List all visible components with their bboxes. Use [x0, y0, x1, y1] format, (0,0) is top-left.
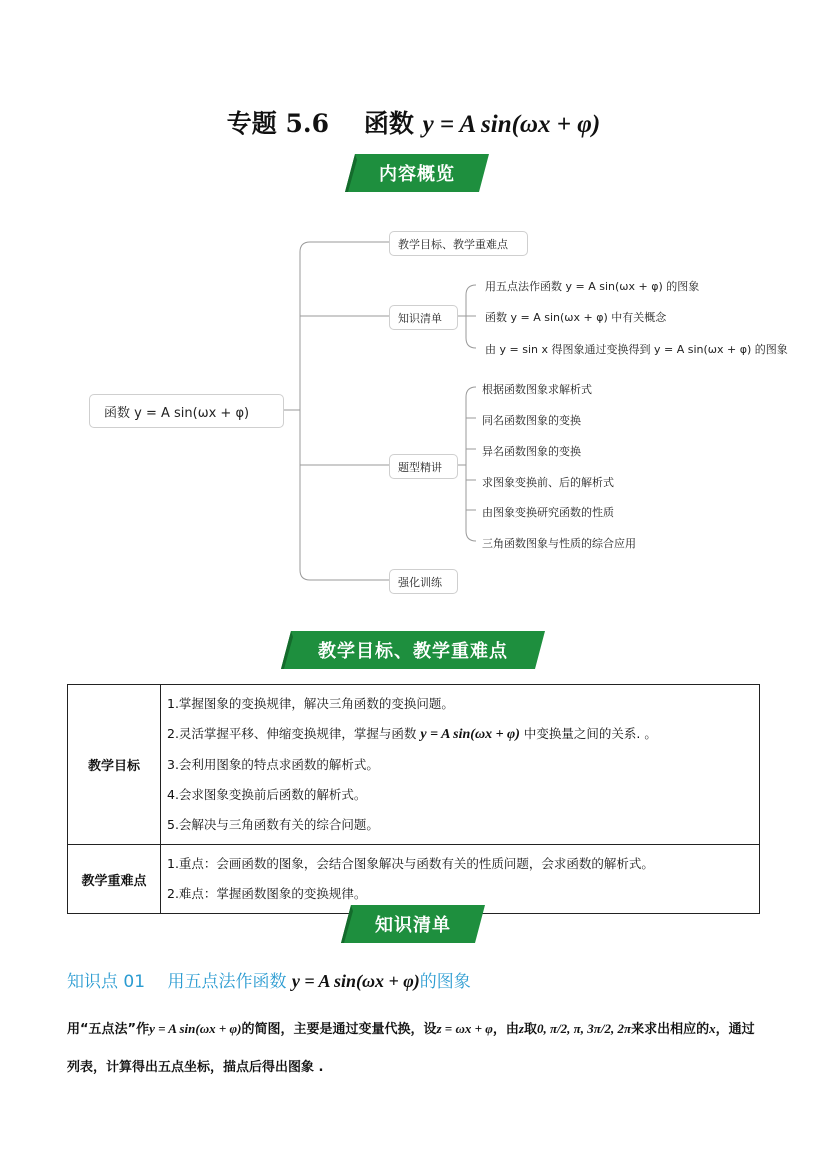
- goals-banner-label: 教学目标、教学重难点: [318, 641, 508, 662]
- para-text: 取: [523, 1022, 537, 1037]
- para-formula: y = A sin(ωx + φ): [149, 1021, 242, 1036]
- knowledge-banner: [341, 905, 485, 943]
- goals-table: [67, 684, 760, 914]
- para-text: 来求出相应的: [631, 1022, 710, 1037]
- types-leaf: 异名函数图象的变换: [482, 445, 581, 458]
- para-formula: x: [709, 1021, 716, 1036]
- goal-item: 4.会求图象变换前后函数的解析式。: [167, 787, 367, 802]
- keypoints-items: [161, 845, 760, 914]
- para-formula: z: [518, 1021, 524, 1036]
- title-formula: y = A sin(ωx + φ): [422, 111, 601, 138]
- knowledge-leaf: 函数 y = A sin(ωx + φ) 中有关概念: [485, 311, 667, 324]
- keypoints-header: 教学重难点: [68, 845, 161, 914]
- goal-item-text: 2.灵活掌握平移、伸缩变换规律，掌握与函数: [167, 726, 417, 741]
- knowledge-banner-label: 知识清单: [375, 915, 451, 936]
- types-leaf: 三角函数图象与性质的综合应用: [482, 537, 636, 550]
- para-formula: z = ωx + φ: [436, 1021, 493, 1036]
- branch-goals: 教学目标、教学重难点: [398, 238, 508, 251]
- para-text: 用“五点法”作: [67, 1022, 150, 1037]
- kp-label: 知识点 01 用五点法作函数: [67, 972, 287, 992]
- types-leaf: 同名函数图象的变换: [482, 414, 581, 427]
- kp-suffix: 的图象: [419, 972, 471, 992]
- para-text: ，由: [492, 1022, 519, 1037]
- goal-item-suffix: 中变换量之间的关系. 。: [523, 726, 657, 741]
- branch-types: 题型精讲: [398, 461, 442, 474]
- knowledge-paragraph: [67, 1010, 762, 1087]
- knowledge-leaf: 由 y = sin x 得图象通过变换得到 y = A sin(ωx + φ) 的图象: [485, 343, 788, 356]
- title-prefix: 专题 5.6: [226, 109, 329, 138]
- goal-item: [167, 719, 753, 750]
- branch-practice: 强化训练: [398, 576, 442, 589]
- goal-item: 1.掌握图象的变换规律，解决三角函数的变换问题。: [167, 696, 454, 711]
- goal-item-formula: y = A sin(ωx + φ): [420, 727, 520, 742]
- mindmap-root: 函数 y = A sin(ωx + φ): [104, 406, 250, 421]
- keypoint-item: 2.难点：掌握函数图象的变换规律。: [167, 886, 367, 901]
- goal-item: 3.会利用图象的特点求函数的解析式。: [167, 757, 379, 772]
- branch-knowledge: 知识清单: [398, 312, 442, 325]
- goal-item: 5.会解决与三角函数有关的综合问题。: [167, 817, 379, 832]
- types-leaf: 由图象变换研究函数的性质: [482, 506, 614, 519]
- goals-header: 教学目标: [68, 685, 161, 845]
- para-text: ，通过列表，计算得出五点坐标，描点后得出图象 .: [67, 1022, 755, 1075]
- knowledge-point-title: [67, 967, 471, 992]
- overview-banner-label: 内容概览: [379, 164, 455, 185]
- knowledge-leaf: 用五点法作函数 y = A sin(ωx + φ) 的图象: [485, 280, 700, 293]
- goals-banner: [281, 631, 545, 669]
- keypoint-item: 1.重点：会画函数的图象，会结合图象解决与函数有关的性质问题，会求函数的解析式。: [167, 856, 654, 871]
- types-leaf: 根据函数图象求解析式: [482, 383, 592, 396]
- table-row: [68, 685, 760, 845]
- types-leaf: 求图象变换前、后的解析式: [482, 476, 614, 489]
- goals-items: [161, 685, 760, 845]
- kp-formula: y = A sin(ωx + φ): [291, 971, 420, 991]
- para-text: 的简图，主要是通过变量代换，设: [241, 1022, 437, 1037]
- table-row: [68, 845, 760, 914]
- title-label: 函数: [363, 109, 414, 138]
- para-formula: 0, π/2, π, 3π/2, 2π: [536, 1021, 632, 1036]
